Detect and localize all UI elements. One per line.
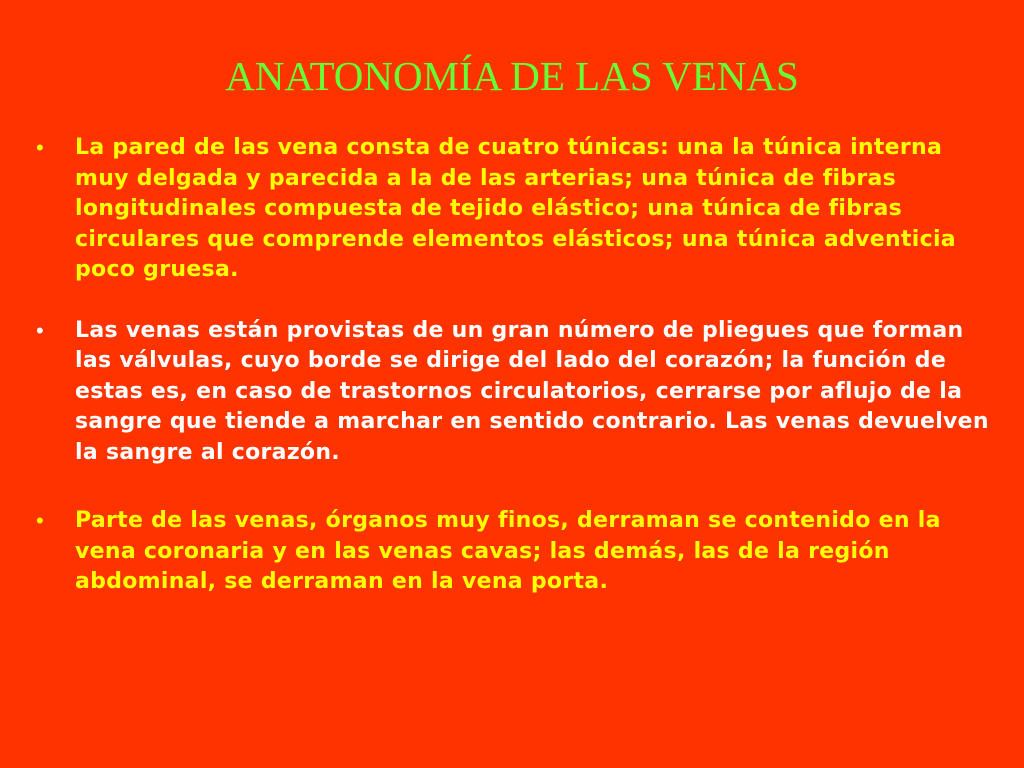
bullet-list [36,133,996,598]
bullet-marker: • [36,317,45,343]
bullet-text: Parte de las venas, órganos muy finos, derraman se contenido en la vena coronaria y en las venas cavas; las demás, las de la región abdominal, se derraman en la vena porta. [75,508,941,594]
bullet-text: La pared de las vena consta de cuatro túnicas: una la túnica interna muy delgada y parecida a la de las arterias; una túnica de fibras longitudinales compuesta de tejido elástico; una túnica de fibras circulares que comprende elementos elásticos; una túnica adventicia poco gruesa. [75,135,956,282]
bullet-marker: • [36,508,45,533]
bullet-marker: • [36,135,45,160]
bullet-text: Las venas están provistas de un gran número de pliegues que forman las válvulas, cuyo borde se dirige del lado del corazón; la función de estas es, en caso de trastornos circulatorios, cerrarse por aflujo de la sangre que tiende a marchar en sentido contrario. Las venas devuelven la sangre al corazón. [75,317,989,465]
bullet-item-walls [36,133,996,286]
bullet-item-valves [36,316,996,469]
bullet-item-drainage [36,506,996,598]
slide-title: ANATONOMÍA DE LAS VENAS [225,53,799,99]
